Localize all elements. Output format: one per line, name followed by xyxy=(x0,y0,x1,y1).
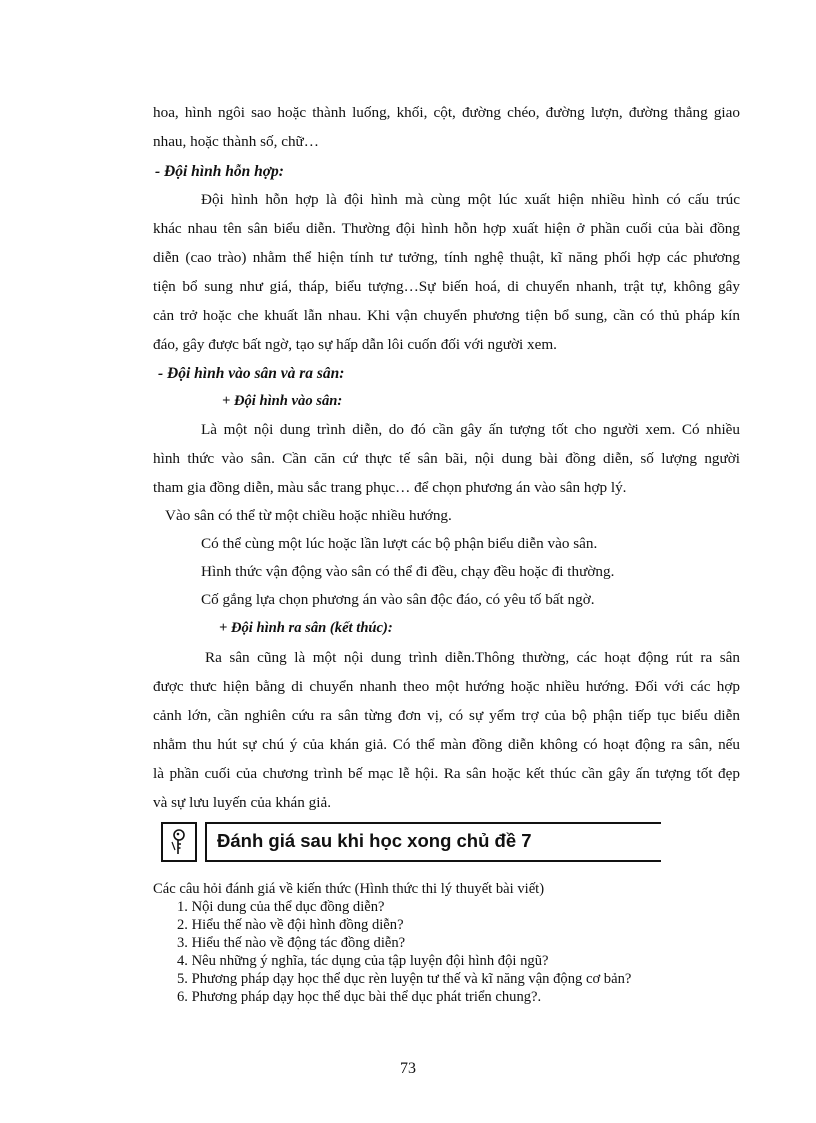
exit-line-6: và sự lưu luyến của khán giả. xyxy=(153,794,331,811)
intro-line-2: nhau, hoặc thành số, chữ… xyxy=(153,133,319,150)
question-5: 5. Phương pháp dạy học thể dục rèn luyện tư thế và kĩ năng vận động cơ bản? xyxy=(177,971,632,987)
question-2: 2. Hiểu thế nào về đội hình đồng diễn? xyxy=(177,917,404,933)
entry-line-4: Vào sân có thể từ một chiều hoặc nhiều hướng. xyxy=(165,507,452,524)
assessment-title: Đánh giá sau khi học xong chủ đề 7 xyxy=(217,830,532,851)
question-3: 3. Hiểu thế nào về động tác đồng diễn? xyxy=(177,935,406,951)
exit-line-1: Ra sân cũng là một nội dung trình diễn.Thông thường, các hoạt động rút ra sân xyxy=(205,649,740,666)
mixed-line-1: Đội hình hỗn hợp là đội hình mà cùng một lúc xuất hiện nhiều hình có cấu trúc xyxy=(201,191,740,208)
assessment-intro: Các câu hỏi đánh giá về kiến thức (Hình thức thi lý thuyết bài viết) xyxy=(153,881,545,897)
mixed-line-2: khác nhau tên sân biểu diễn. Thường đội hình hỗn hợp xuất hiện ở phần cuối của bài đồng xyxy=(153,220,740,237)
question-1: 1. Nội dung của thể dục đồng diễn? xyxy=(177,899,385,915)
subheading-exit: + Đội hình ra sân (kết thúc): xyxy=(219,620,393,636)
heading-entry-exit: - Đội hình vào sân và ra sân: xyxy=(158,365,345,382)
assessment-banner xyxy=(161,822,661,868)
entry-line-2: hình thức vào sân. Cần căn cứ thực tế sân bãi, nội dung bài đồng diễn, số lượng người xyxy=(153,450,740,467)
exit-line-2: được thưc hiện bằng di chuyển nhanh theo một hướng hoặc nhiều hướng. Đối với các hợp xyxy=(153,678,740,695)
mixed-line-6: đáo, gây được bất ngờ, tạo sự hấp dẫn lôi cuốn đối với người xem. xyxy=(153,336,557,353)
key-icon xyxy=(161,822,197,862)
exit-line-3: cảnh lớn, cần nghiên cứu ra sân từng đơn vị, có sự yểm trợ của bộ phận tiếp tục biểu diễn xyxy=(153,707,740,724)
subheading-entry: + Đội hình vào sân: xyxy=(222,393,343,409)
entry-line-5: Có thể cùng một lúc hoặc lần lượt các bộ phận biểu diễn vào sân. xyxy=(201,535,598,552)
exit-line-5: là phần cuối của chương trình bế mạc lễ hội. Ra sân hoặc kết thúc cần gây ấn tượng tốt đẹp xyxy=(153,765,740,782)
page-number: 73 xyxy=(400,1060,416,1077)
mixed-line-4: tiện bổ sung như giá, tháp, biểu tượng…Sự biến hoá, di chuyển nhanh, trật tự, không gây xyxy=(153,278,740,295)
question-4: 4. Nêu những ý nghĩa, tác dụng của tập luyện đội hình đội ngũ? xyxy=(177,953,549,969)
entry-line-3: tham gia đồng diễn, màu sắc trang phục… để chọn phương án vào sân hợp lý. xyxy=(153,479,627,496)
mixed-line-3: diễn (cao trào) nhằm thể hiện tính tư tưởng, tính nghệ thuật, kĩ năng phối hợp các phương xyxy=(153,249,740,266)
question-6: 6. Phương pháp dạy học thể dục bài thể dục phát triển chung?. xyxy=(177,989,542,1005)
entry-line-1: Là một nội dung trình diễn, do đó cần gây ấn tượng tốt cho người xem. Có nhiều xyxy=(201,421,740,438)
intro-line-1: hoa, hình ngôi sao hoặc thành luống, khối, cột, đường chéo, đường lượn, đường thẳng giao xyxy=(153,104,740,121)
mixed-line-5: cản trở hoặc che khuất lẫn nhau. Khi vận chuyển phương tiện bổ sung, cần có thủ pháp kín xyxy=(153,307,740,324)
exit-line-4: nhằm thu hút sự chú ý của khán giả. Có thể màn đồng diễn không có hoạt động ra sân, nếu xyxy=(153,736,740,753)
entry-line-7: Cố gắng lựa chọn phương án vào sân độc đáo, có yêu tố bất ngờ. xyxy=(201,591,595,608)
entry-line-6: Hình thức vận động vào sân có thể đi đều, chạy đều hoặc đi thường. xyxy=(201,563,615,580)
heading-mixed-formation: - Đội hình hỗn hợp: xyxy=(155,163,284,180)
